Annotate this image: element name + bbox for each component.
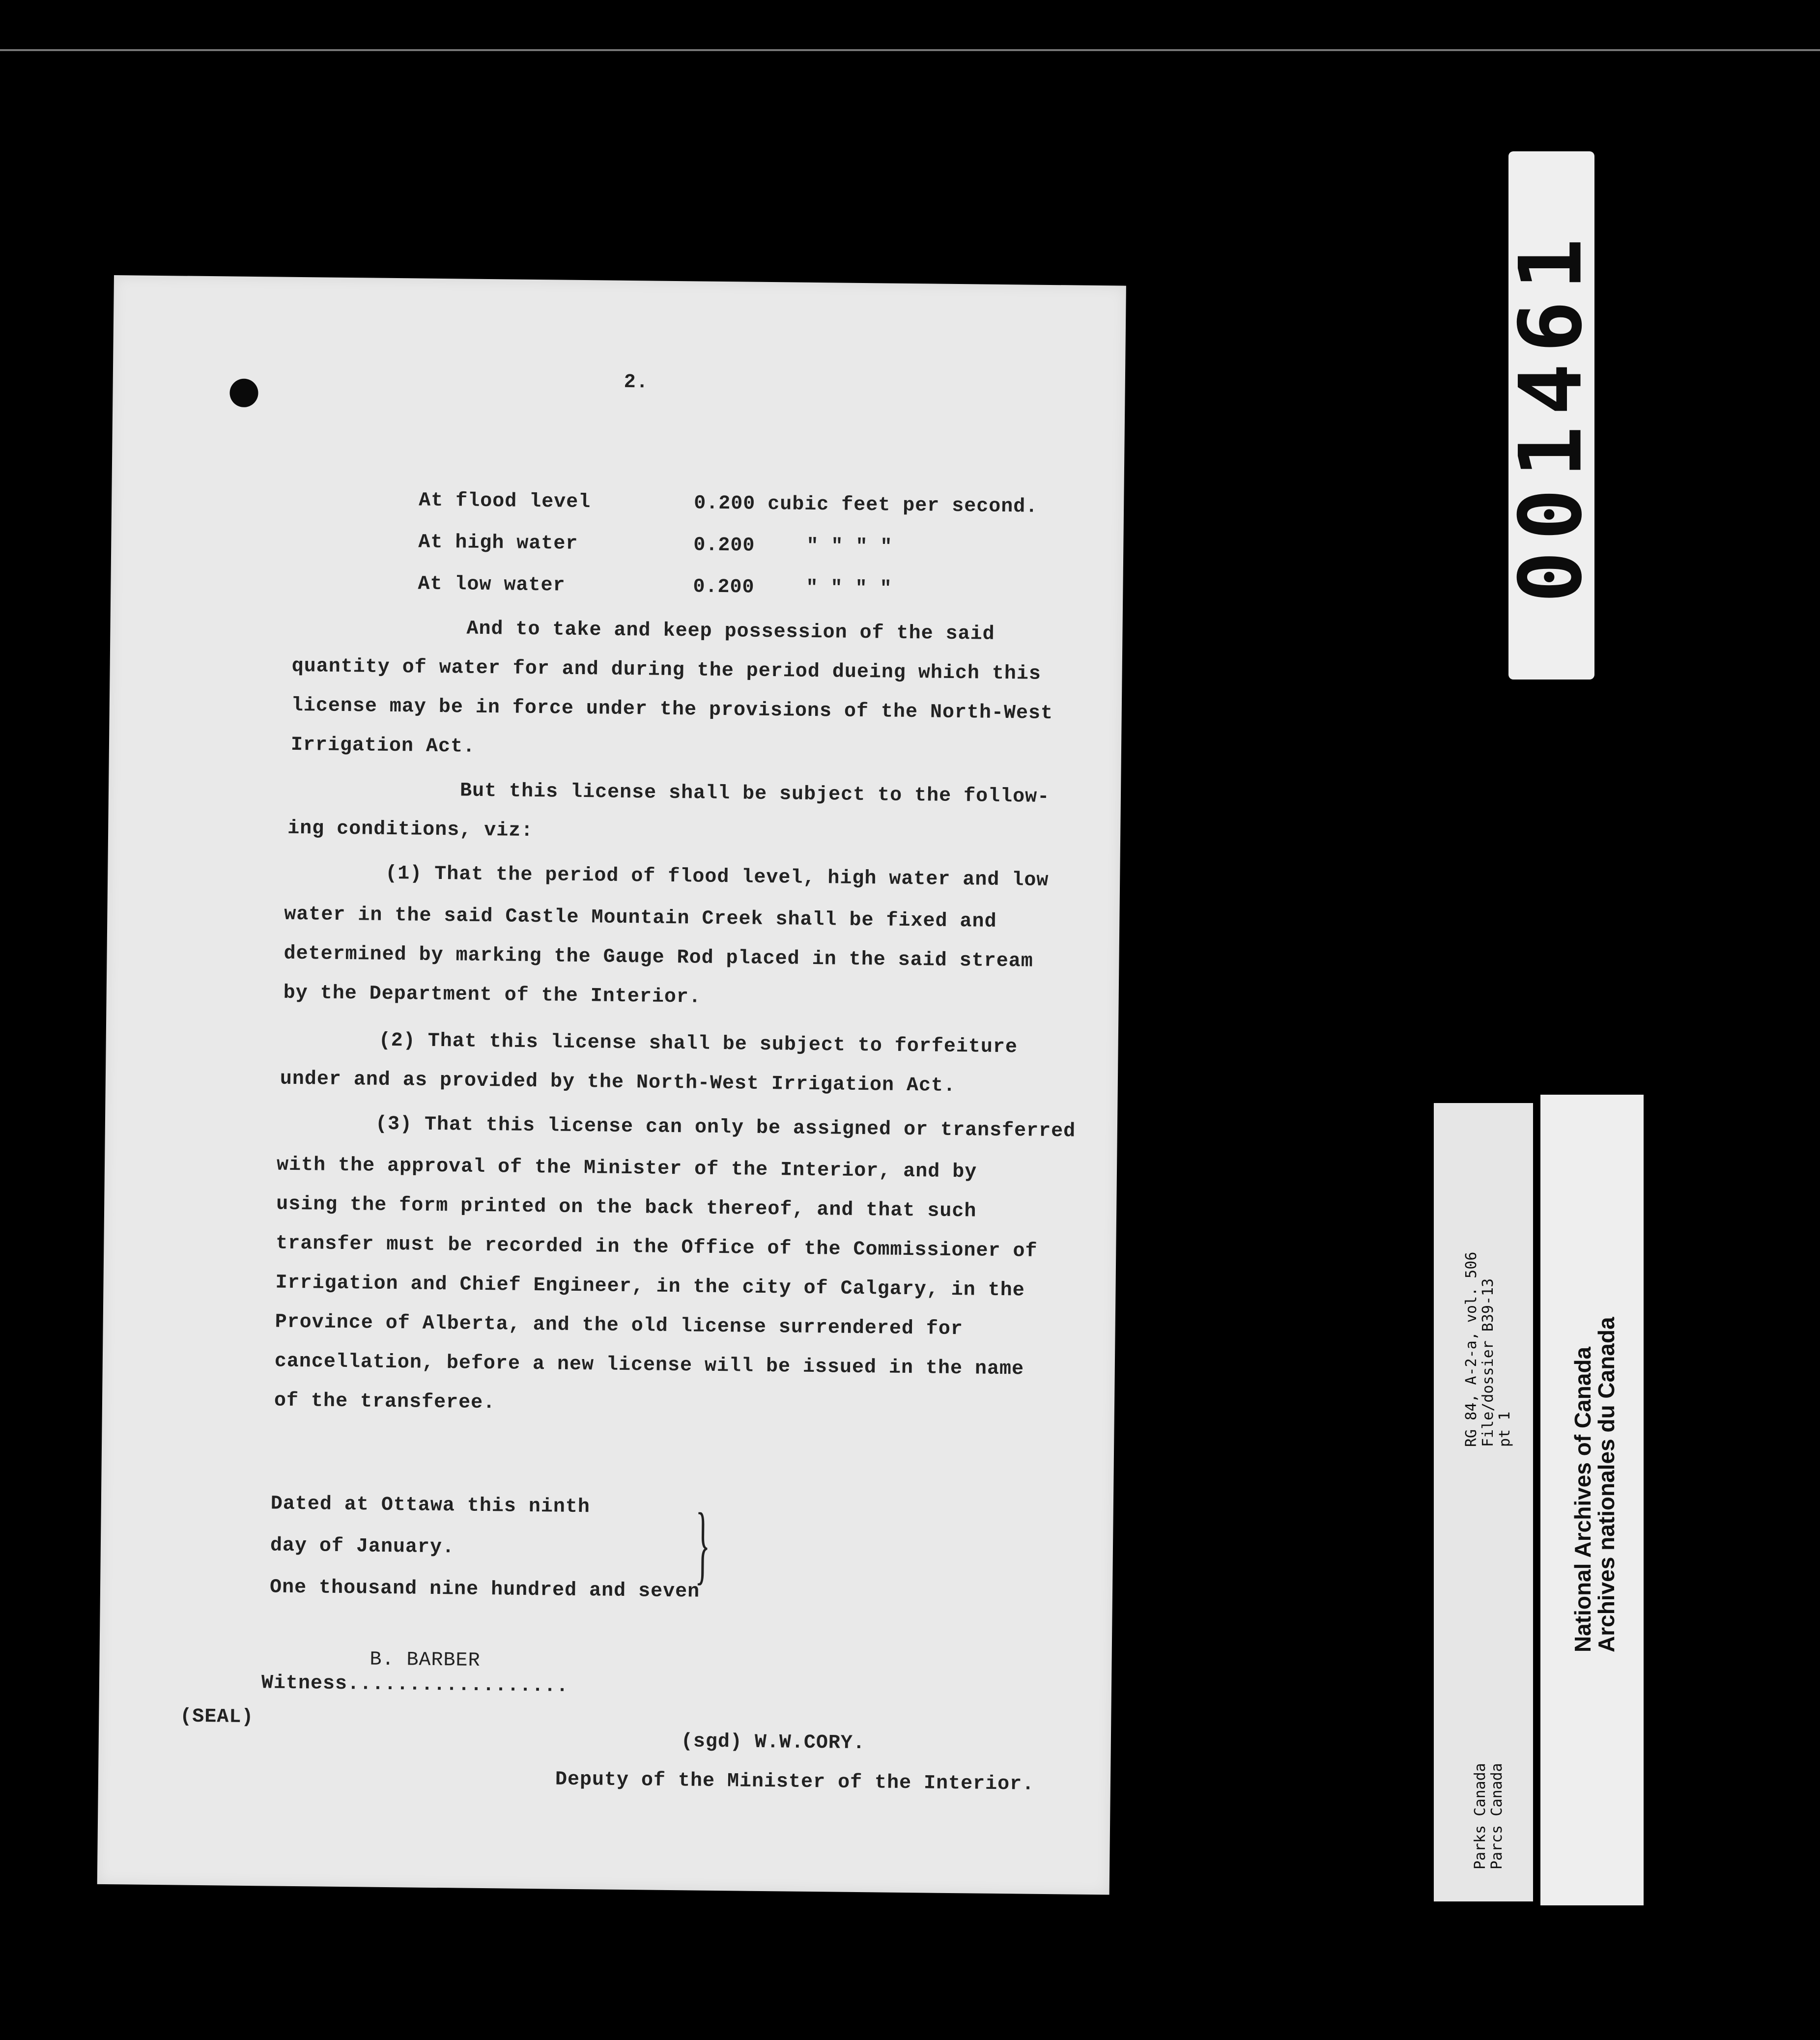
condition3-line: (3) That this license can only be assigned or transferred [375,1113,1076,1143]
agency-line: Parcs Canada [1488,1763,1506,1870]
condition1-line: determined by marking the Gauge Rod placed in the said stream [284,942,1033,973]
condition1-line: (1) That the period of flood level, high water and low [385,862,1049,892]
witness-name: B. BARBER [370,1648,481,1672]
bracket-mark: } [694,1495,711,1593]
para2-line: ing conditions, viz: [287,817,534,842]
reference-line: File/dossier B39-13 [1479,1278,1497,1447]
flow-label-high: At high water [418,531,578,555]
film-edge-line [0,49,1820,51]
witness-label: Witness.................. [261,1672,569,1698]
condition3-line: cancellation, before a new license will be issued in the name [274,1350,1024,1381]
para2-line: But this license shall be subject to the follow- [459,780,1050,808]
condition1-line: by the Department of the Interior. [283,982,702,1009]
punch-hole [229,378,258,407]
flow-ditto-high: " " " " [806,535,893,559]
flow-ditto-low: " " " " [806,577,892,600]
condition2-line: (2) That this license shall be subject to forfeiture [378,1029,1018,1059]
para1-line: And to take and keep possession of the said [466,618,995,646]
page-number: 2. [624,371,649,394]
condition3-line: with the approval of the Minister of the Interior, and by [276,1154,977,1184]
reel-number: 001461 [1501,227,1601,603]
flow-value-low: 0.200 [693,576,755,599]
archive-reference-label [1434,1103,1533,1901]
dated-line: Dated at Ottawa this ninth [270,1493,591,1519]
flow-value-flood: 0.200 cubic feet per second. [693,492,1038,518]
condition3-line: of the transferee. [274,1389,496,1415]
para1-line: Irrigation Act. [290,734,476,758]
reference-line: pt 1 [1496,1411,1513,1447]
agency-line: Parks Canada [1472,1763,1489,1870]
flow-label-flood: At flood level [418,489,591,514]
document-page [97,275,1126,1895]
signature: (sgd) W.W.CORY. [681,1730,866,1755]
signatory-title: Deputy of the Minister of the Interior. [555,1768,1035,1796]
condition1-line: water in the said Castle Mountain Creek shall be fixed and [284,903,997,933]
reference-line: RG 84, A-2-a, vol. 506 [1463,1251,1480,1447]
flow-value-high: 0.200 [693,534,755,557]
condition3-line: Irrigation and Chief Engineer, in the city of Calgary, in the [275,1272,1025,1302]
para1-line: quantity of water for and during the period dueing which this [291,655,1042,685]
para1-line: license may be in force under the provisions of the North-West [291,694,1053,725]
archive-institution-label [1540,1095,1644,1905]
institution-line: National Archives of Canada [1570,1346,1595,1652]
condition3-line: using the form printed on the back thereof, and that such [276,1193,977,1223]
flow-label-low: At low water [418,573,566,597]
condition2-line: under and as provided by the North-West Irrigation Act. [280,1068,956,1098]
institution-line: Archives nationales du Canada [1593,1317,1619,1652]
dated-line: day of January. [270,1534,455,1559]
condition3-line: Province of Alberta, and the old license surrendered for [275,1311,964,1341]
reel-number-tag [1501,151,1601,680]
dated-line: One thousand nine hundred and seven [269,1576,700,1603]
condition3-line: transfer must be recorded in the Office of the Commissioner of [276,1232,1038,1263]
seal-mark: (SEAL) [180,1705,254,1729]
